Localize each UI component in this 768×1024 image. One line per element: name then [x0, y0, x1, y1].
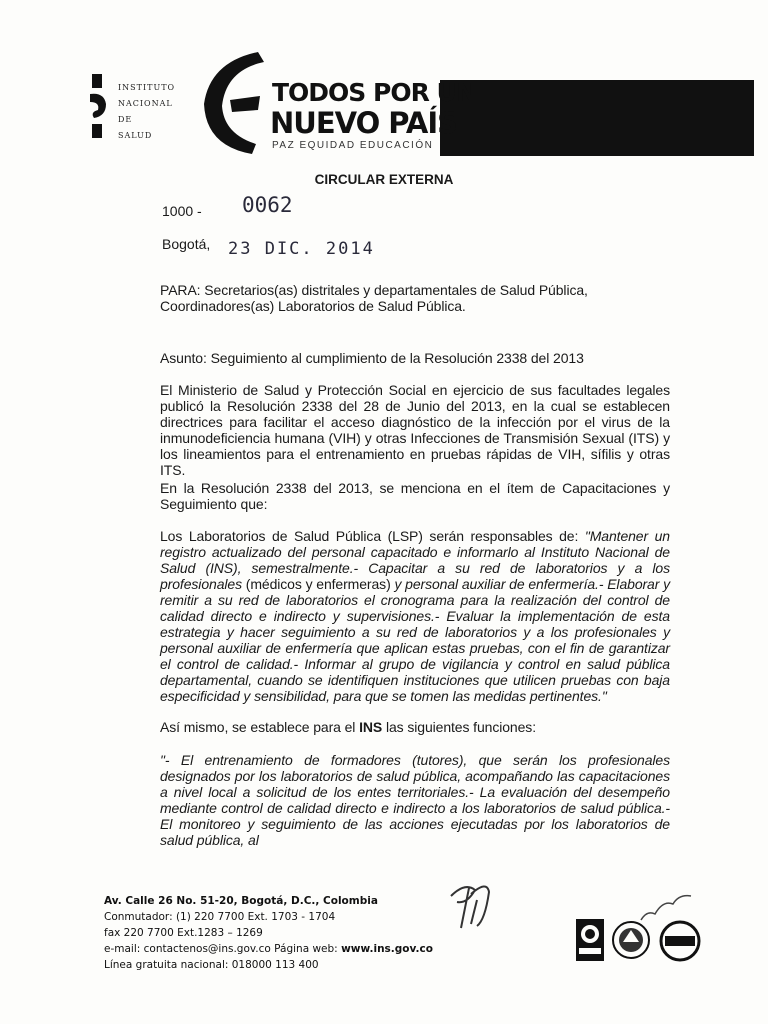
iqnet-seal-icon	[657, 920, 703, 962]
paragraph-2: En la Resolución 2338 del 2013, se menciona en el ítem de Capacitaciones y Seguimiento que:	[160, 480, 670, 512]
government-logo	[200, 48, 756, 158]
circular-number: 0062	[242, 193, 293, 217]
paragraph-5-quote: "- El entrenamiento de formadores (tutores), que serán los profesionales designados por los laboratorios de salud pública, acompañando las capacitaciones a nivel local a solicitud de los entes territoriales.- La evaluación del desempeño mediante control de calidad directo e indirecto a los laboratorios de salud pública.- El monitoreo y seguimiento de las acciones ejecutadas por los laboratorios de salud pública, al	[160, 752, 670, 848]
handwritten-initials-icon	[635, 890, 695, 924]
quote-part-c: y personal auxiliar de enfermería.- Elaborar y remitir a su red de laboratorios el cronograma para la realización del control de calidad directo e indirecto y supervisiones.- Evaluar la implementación de esta estrategia y hacer seguimiento a su red de laboratorios y a los profesionales y personal auxiliar de enfermería que aplican estas pruebas, con el fin de garantizar el control de calidad.- Informar al grupo de vigilancia y control en salud pública departamental, cuando se identifiquen instituciones que utilicen pruebas con baja especificidad y sensibilidad, para que se tomen las medidas pertinentes."	[160, 576, 671, 704]
quote-part-b: (médicos y enfermeras)	[241, 576, 395, 592]
footer-email: e-mail: contactenos@ins.gov.co Página web:	[104, 943, 342, 955]
footer-email-web	[104, 941, 433, 957]
gov-slogan-line2: NUEVO PAÍS	[270, 106, 458, 140]
ins-name-line: NACIONAL DE	[118, 99, 173, 124]
paragraph-3	[160, 528, 670, 704]
footer-fax: fax 220 7700 Ext.1283 – 1269	[104, 927, 263, 939]
paragraph-4-text: las siguientes funciones:	[382, 719, 536, 735]
ins-name-line: INSTITUTO	[118, 83, 176, 92]
gov-values: PAZ EQUIDAD EDUCACIÓN	[272, 140, 434, 151]
number-label: 1000 -	[162, 203, 202, 219]
paragraph-3-lead: Los Laboratorios de Salud Pública (LSP) serán responsables de:	[160, 528, 585, 544]
paragraph-4-bold: INS	[359, 719, 383, 735]
paragraph-5	[160, 752, 670, 848]
quality-seal-icon	[611, 920, 651, 960]
footer-switchboard: Conmutador: (1) 220 7700 Ext. 1703 - 1704	[104, 911, 336, 923]
ins-logo	[88, 72, 188, 142]
quote-part-a: "Mantener un registro actualizado del personal capacitado e informarlo al Instituto Nacional de Salud (INS), semestralmente.- Capacitar a su red de laboratorios y a los profesionales	[160, 528, 670, 592]
document-title: CIRCULAR EXTERNA	[314, 172, 454, 187]
certification-logos	[575, 890, 715, 970]
recipients: PARA: Secretarios(as) distritales y departamentales de Salud Pública, Coordinadores(as) Laboratorios de Salud Pública.	[160, 282, 588, 314]
footer-address: Av. Calle 26 No. 51-20, Bogotá, D.C., Colombia	[104, 895, 378, 907]
footer-website-link[interactable]: www.ins.gov.co	[341, 943, 433, 955]
gov-black-band	[440, 80, 754, 156]
ins-mark-icon	[88, 72, 110, 140]
subject-line: Asunto: Seguimiento al cumplimiento de la Resolución 2338 del 2013	[160, 350, 584, 366]
paragraph-4-text: Así mismo, se establece para el	[160, 719, 360, 735]
gov-swoosh-icon	[200, 48, 274, 158]
date-stamp: 23 DIC. 2014	[228, 239, 375, 259]
paragraph-4	[160, 719, 670, 735]
city-label: Bogotá,	[162, 236, 211, 252]
signature-mark	[447, 880, 493, 932]
gov-slogan-line1: TODOS POR UN	[272, 78, 476, 107]
footer-hotline: Línea gratuita nacional: 018000 113 400	[104, 959, 319, 971]
footer-contact	[104, 893, 433, 973]
ins-name	[118, 80, 188, 144]
paragraph-1: El Ministerio de Salud y Protección Social en ejercicio de sus facultades legales publicó la Resolución 2338 del 28 de Junio del 2013, en la cual se establecen directrices para facilitar el acceso diagnóstico de la infección por el virus de la inmunodeficiencia humana (VIH) y otras Infecciones de Transmisión Sexual (ITS) y los lineamientos para el entrenamiento en pruebas rápidas de VIH, sífilis y otras ITS.	[160, 382, 670, 478]
icontec-iso-seal-icon	[575, 918, 605, 962]
ins-name-line: SALUD	[118, 131, 153, 140]
